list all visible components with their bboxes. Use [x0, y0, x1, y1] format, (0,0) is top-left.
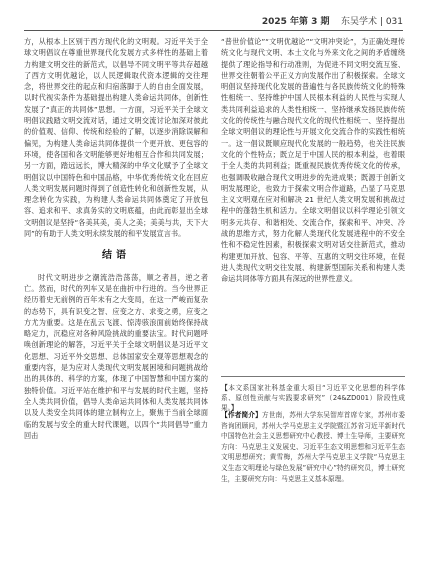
journal-name: 东吴学术 — [341, 17, 378, 27]
page-number: 031 — [385, 17, 403, 27]
author-bio — [221, 410, 405, 484]
header-rule — [24, 30, 403, 31]
author-bio-label: 【作者简介】 — [221, 411, 262, 419]
funding-bracket-open: 【 — [221, 384, 229, 392]
body-paragraph: 时代文明进步之潮流浩浩荡荡，顺之者昌，逆之者亡。然而，时代的列车又是在曲折中行进的。当今世界正经历着史无前例的百年未有之大变局，在这一严峻而复杂的态势下，具有识变之智、应变之方、求变之勇，应变之方尤为重要。这是在乱云飞渡、惊涛骇浪面前始终保持战略定力，沉稳应对各种风险挑战的重要法宝。时代问题呼唤创新理论的解答，习近平关于全球文明倡议是习近平文化思想、习近平外交思想、总体国家安全观等思想观念的重要内容，是为应对人类现代文明发展困境和问题挑战给出的具体的、科学的方案，体现了中国智慧和中国方案的独特价值。习近平站在维护和平与发展的时代主题，坚持全人类共同价值，倡导人类命运共同体和人类发展共同体以及人类安全共同体的建立制构立上，聚焦于当前全球面临的发展与安全的重大时代课题，以四个“共同倡导”重力回击 — [24, 272, 208, 440]
funding-text: 本文系国家社科基金重大项目“习近平文化思想的科学体系、原创性贡献与实践要求研究”（24&ZD001）阶段性成果。 — [221, 384, 406, 413]
body-paragraph: 方，从根本上区别于西方现代化的文明观。习近平关于全球文明倡议在尊重世界现代化发展方式多样性的基础上着力构建文明交往的新范式，以倡导不同文明平等共存超越了西方文明优越论，以人民逻辑取代资本逻辑的交往理念，将世界交往的起点和归宿落脚于人的自由全面发展，以时代视实条件为基础提出构建人类命运共同体，创新性发展了“真正的共同体”思想。一方面，习近平关于全球文明倡议践踏文明交流对话，通过文明交流讨论加深对彼此的价值观、信仰、传统和经验的了解，以逐步消除误解和偏见，为构建人类命运共同体提供一个更开放、更包容的环境，使各国和各文明能够更好地相互合作和共同发展；另一方面，踏远远长，博大精深的中华文化赋予了全球文明倡议以中国特色和中国品格，中华优秀传统文化在回应人类文明发展问题时得到了创造性转化和创新性发展，从理念转化为实践，为构建人类命运共同体奠定了开放包容、追求和平、求真务实的文明底蕴，由此而彰显出全球文明倡议是坚持“各美其美，美人之美；美美与共，天下大同”的有助于人类文明永续发展的和平发展宣言书。 — [24, 37, 208, 239]
funding-bracket-close: 】 — [231, 404, 238, 413]
issue-number: 2025 年第 3 期 — [261, 17, 330, 27]
section-heading-conclusion: 结语 — [102, 250, 130, 262]
author-bio-text: 方世南，苏州大学东吴智库首席专家，苏州市委咨询团顾问，苏州大学马克思主义学院暨江苏省习近平新时代中国特色社会主义思想研究中心教授、博士生导师，主要研究方向：马克思主义发展史、习近平生态文明思想和习近平生态文明思想研究；黄雪梅，苏州大学马克思主义学院“马克思主义生态文明理论与绿色发展”研究中心”特约研究员，博士研究生，主要研究方向：马克思主义基本原理。 — [221, 411, 406, 483]
right-column — [221, 36, 405, 285]
body-paragraph: “普世价值论”“文明优越论”“文明冲突论”，为正确处理传统文化与现代文明、本土文化与外来文化之间的矛盾缠绕提供了理论指导和行动准则，为促进不同文明交流互鉴、世界交往朝着公平正义方向发展作出了积极探索。全球文明倡议坚持现代化发展的普遍性与各民族传统文化的特殊性相统一、坚持维护中国人民根本利益的人民性与实现人类共同利益追求的人类性相统一、坚持继承发扬民族传统文化的传统性与融合现代文化的现代性相统一、坚持提出全球文明倡议的理论性与开展文化交流合作的实践性相统一。这一倡议既顺应现代化发展的一般趋势，也关注民族文化的个性特点；既立足于中国人民的根本利益，也着眼于全人类的共同利益；既重视民族优秀传统文化的传承，也强调吸收融合现代文明进步的先进成果；既源于创新文明发展理论，也致力于探索文明合作道路，凸显了马克思主义文明观在应对和解决 21 世纪人类文明发展和挑战过程中的蓬勃生机和活力。全球文明倡议以科学理论引领文明多元共存、和谐相处、交流合作，探索和平、冲突、冷战的思维方式，努力化解人类现代化发展进程中的不安全性和不稳定性因素，积极探索文明对话交往新范式，推动构建更加开放、包容、平等、互惠的文明交往环境，在促进人类现代文明交往发展、构建新型国际关系和构建人类命运共同体等方面具有深远的世界性意义。 — [221, 37, 405, 284]
left-column — [24, 36, 208, 441]
funding-note — [221, 376, 405, 414]
running-header: 2025 年第 3 期 东吴学术 | 031 — [261, 17, 403, 27]
